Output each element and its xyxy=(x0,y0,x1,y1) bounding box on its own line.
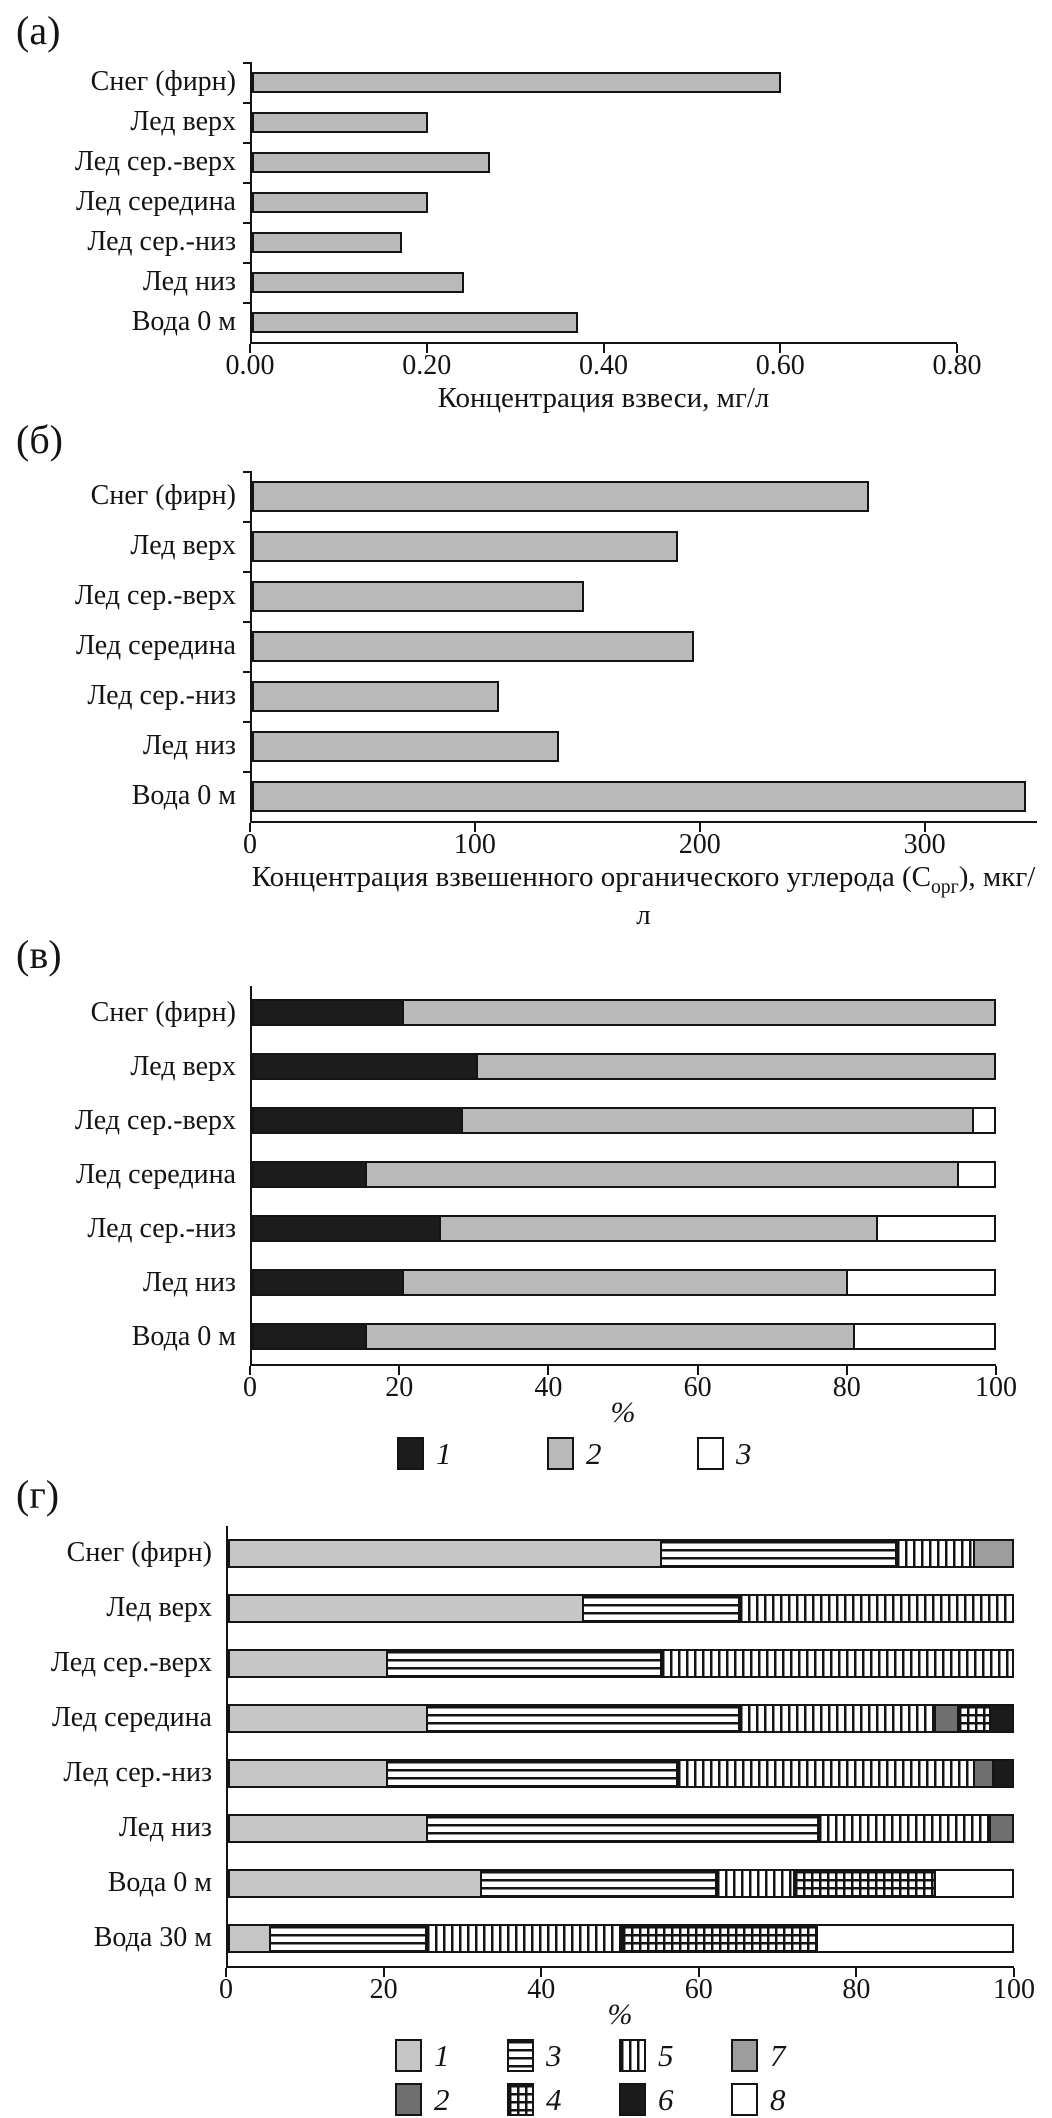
legend-label: 8 xyxy=(770,2081,786,2117)
x-axis-label-text: ), мкг/л xyxy=(636,861,1036,931)
bar-segment-8 xyxy=(934,1871,1012,1896)
x-tick-label: 60 xyxy=(683,1371,712,1403)
y-axis-tick xyxy=(243,262,251,264)
category-label: Лед сер.-низ xyxy=(87,226,236,257)
category-label: Лед низ xyxy=(142,266,236,297)
legend-swatch xyxy=(731,2039,758,2072)
legend-swatch xyxy=(731,2083,758,2116)
legend-label: 3 xyxy=(546,2037,562,2073)
legend-swatch xyxy=(397,1437,424,1470)
chart-row xyxy=(0,1526,1014,1581)
bar-track xyxy=(252,1053,996,1080)
bar-segment-1 xyxy=(230,1816,426,1841)
category-label: Вода 0 м xyxy=(107,1867,212,1899)
legend-item-1 xyxy=(395,2038,507,2074)
legend-row xyxy=(395,2082,843,2118)
stacked-bar xyxy=(252,999,996,1026)
bar-segment-2 xyxy=(476,1055,994,1078)
bar xyxy=(252,312,578,333)
category-label: Снег (фирн) xyxy=(90,480,236,511)
bar-segment-6 xyxy=(989,1706,1012,1731)
legend-swatch xyxy=(619,2083,646,2116)
category-label: Снег (фирн) xyxy=(90,66,236,97)
chart-row xyxy=(0,142,957,182)
bar-segment-3 xyxy=(269,1926,425,1951)
bar-segment-3 xyxy=(660,1541,895,1566)
bar-track xyxy=(252,312,957,333)
y-axis-tick xyxy=(243,102,251,104)
chart-row xyxy=(0,262,957,302)
bar-segment-3 xyxy=(582,1596,738,1621)
bar-segment-3 xyxy=(386,1651,660,1676)
chart-row xyxy=(0,1310,996,1364)
category-label: Лед сер.-верх xyxy=(74,580,236,611)
panel-label: (б) xyxy=(16,417,63,462)
bar-segment-3 xyxy=(972,1109,994,1132)
y-axis-tick xyxy=(243,621,251,623)
plot-rows xyxy=(0,471,1037,821)
bar-segment-2 xyxy=(365,1163,957,1186)
bar-segment-1 xyxy=(230,1706,426,1731)
bar-segment-1 xyxy=(254,1325,365,1348)
category-label: Снег (фирн) xyxy=(66,1537,212,1569)
x-tick-label: 0.00 xyxy=(225,350,275,381)
bar-segment-3 xyxy=(386,1761,675,1786)
bar-segment-4 xyxy=(621,1926,817,1951)
bar-segment-1 xyxy=(230,1541,660,1566)
bar-track xyxy=(228,1924,1014,1953)
x-tick-label: 20 xyxy=(385,1371,414,1403)
bar-segment-4 xyxy=(793,1871,934,1896)
x-tick-label: 200 xyxy=(678,829,721,860)
stacked-bar xyxy=(228,1759,1014,1788)
panel-a xyxy=(0,0,1052,415)
x-tick-label: 100 xyxy=(453,829,496,860)
legend-label: 4 xyxy=(546,2081,562,2117)
bar-segment-5 xyxy=(895,1541,973,1566)
bar-segment-5 xyxy=(817,1816,989,1841)
chart-row xyxy=(0,771,1037,821)
stacked-bar xyxy=(228,1649,1014,1678)
bar-track xyxy=(252,112,957,133)
chart-row xyxy=(0,621,1037,671)
bar-segment-2 xyxy=(934,1706,957,1731)
bar-segment-2 xyxy=(402,1001,994,1024)
bar xyxy=(252,232,402,253)
stacked-bar xyxy=(228,1704,1014,1733)
x-tick-label: 0.60 xyxy=(755,350,805,381)
bar-segment-6 xyxy=(992,1761,1012,1786)
legend-swatch xyxy=(507,2083,534,2116)
x-tick-label: 0.20 xyxy=(402,350,452,381)
bar-track xyxy=(252,781,1037,812)
legend-item-8 xyxy=(731,2082,843,2118)
bar-segment-1 xyxy=(230,1926,269,1951)
category-label: Лед сер.-низ xyxy=(87,680,236,711)
stacked-bar xyxy=(252,1053,996,1080)
x-tick-labels xyxy=(219,1968,1035,2005)
bar-track xyxy=(228,1539,1014,1568)
bar-segment-2 xyxy=(973,1761,993,1786)
legend-item-2 xyxy=(395,2082,507,2118)
legend-label: 3 xyxy=(736,1435,752,1471)
bar-segment-5 xyxy=(660,1651,1012,1676)
panel-label: (а) xyxy=(16,8,61,53)
x-tick-label: 0 xyxy=(219,1973,233,2005)
y-axis-tick xyxy=(243,771,251,773)
plot-rows xyxy=(0,1526,1014,1966)
bar xyxy=(252,72,781,93)
bar-segment-5 xyxy=(425,1926,621,1951)
chart-row xyxy=(0,302,957,342)
x-axis-label-subscript: орг xyxy=(930,875,959,898)
bar-track xyxy=(252,232,957,253)
legend-row xyxy=(397,1436,847,1472)
bar xyxy=(252,272,464,293)
bar-segment-1 xyxy=(230,1761,386,1786)
y-axis-tick xyxy=(243,302,251,304)
x-tick-label: 80 xyxy=(842,1973,871,2005)
category-label: Лед верх xyxy=(106,1592,212,1624)
bar-segment-1 xyxy=(230,1596,582,1621)
category-label: Лед верх xyxy=(130,530,236,561)
bar-track xyxy=(252,272,957,293)
x-tick-labels xyxy=(225,344,982,381)
category-label: Лед верх xyxy=(130,106,236,137)
x-tick-label: 100 xyxy=(975,1371,1017,1403)
bar-segment-5 xyxy=(738,1596,1012,1621)
bar-segment-1 xyxy=(230,1871,480,1896)
x-axis-label-text: % xyxy=(607,1997,633,2031)
x-tick-label: 0 xyxy=(243,1371,257,1403)
bar-segment-2 xyxy=(989,1816,1012,1841)
bar-segment-3 xyxy=(426,1706,739,1731)
x-tick-labels xyxy=(243,823,1037,860)
stacked-bar xyxy=(228,1539,1014,1568)
bar-segment-2 xyxy=(461,1109,972,1132)
chart-row xyxy=(0,1581,1014,1636)
x-axis-label xyxy=(250,861,1037,932)
category-label: Лед верх xyxy=(130,1050,236,1082)
bar-segment-1 xyxy=(254,1271,402,1294)
chart-row xyxy=(0,1746,1014,1801)
legend-label: 5 xyxy=(658,2037,674,2073)
stacked-bar xyxy=(228,1924,1014,1953)
x-tick-label: 100 xyxy=(993,1973,1035,2005)
chart-row xyxy=(0,1094,996,1148)
bar xyxy=(252,112,428,133)
bar-track xyxy=(228,1649,1014,1678)
bar-segment-3 xyxy=(426,1816,817,1841)
legend-label: 1 xyxy=(436,1435,452,1471)
bar-segment-3 xyxy=(876,1217,994,1240)
x-tick-labels xyxy=(243,1366,1017,1403)
stacked-bar xyxy=(252,1323,996,1350)
chart-row xyxy=(0,1636,1014,1691)
legend-item-3 xyxy=(507,2038,619,2074)
bar xyxy=(252,192,428,213)
x-tick-label: 300 xyxy=(903,829,946,860)
legend-swatch xyxy=(507,2039,534,2072)
y-axis-tick xyxy=(243,62,251,64)
chart-row xyxy=(0,1148,996,1202)
bar-track xyxy=(252,152,957,173)
bar-track xyxy=(252,631,1037,662)
legend-swatch xyxy=(395,2083,422,2116)
y-axis-tick xyxy=(243,521,251,523)
panel-g xyxy=(0,1472,1052,2118)
bar-segment-3 xyxy=(480,1871,715,1896)
chart-row xyxy=(0,1856,1014,1911)
x-tick-label: 60 xyxy=(684,1973,713,2005)
category-label: Лед середина xyxy=(51,1702,212,1734)
chart-row xyxy=(0,62,957,102)
category-label: Лед сер.-верх xyxy=(74,146,236,177)
category-label: Вода 0 м xyxy=(131,306,236,337)
bar-track xyxy=(252,192,957,213)
category-label: Лед сер.-верх xyxy=(74,1104,236,1136)
y-axis-tick xyxy=(243,142,251,144)
chart-row xyxy=(0,1801,1014,1856)
bar-segment-5 xyxy=(715,1871,793,1896)
y-axis-tick xyxy=(243,222,251,224)
bar-track xyxy=(252,531,1037,562)
category-label: Лед сер.-верх xyxy=(50,1647,212,1679)
category-label: Вода 0 м xyxy=(131,1320,236,1352)
y-axis-tick xyxy=(243,571,251,573)
bar-track xyxy=(252,1323,996,1350)
bar-track xyxy=(252,1107,996,1134)
bar-track xyxy=(228,1869,1014,1898)
bar xyxy=(252,152,490,173)
bar-segment-2 xyxy=(365,1325,853,1348)
legend-label: 6 xyxy=(658,2081,674,2117)
bar-track xyxy=(252,581,1037,612)
stacked-bar xyxy=(252,1215,996,1242)
x-tick-label: 0.80 xyxy=(932,350,982,381)
chart-row xyxy=(0,571,1037,621)
x-axis-label-text: Концентрация взвешенного органического углерода (С xyxy=(251,861,931,893)
chart-row xyxy=(0,1202,996,1256)
legend xyxy=(226,2038,1012,2118)
bar-segment-2 xyxy=(439,1217,876,1240)
bar-track xyxy=(228,1594,1014,1623)
bar-segment-3 xyxy=(853,1325,994,1348)
legend-label: 7 xyxy=(770,2037,786,2073)
bar-track xyxy=(252,481,1037,512)
panel-label: (г) xyxy=(16,1471,60,1517)
bar-segment-3 xyxy=(846,1271,994,1294)
bar-segment-3 xyxy=(957,1163,994,1186)
bar-segment-1 xyxy=(254,1217,439,1240)
chart-row xyxy=(0,521,1037,571)
bar-segment-1 xyxy=(230,1651,386,1676)
bar xyxy=(252,481,869,512)
legend-item-3 xyxy=(697,1436,847,1472)
category-label: Лед середина xyxy=(75,1158,236,1190)
chart-row xyxy=(0,1691,1014,1746)
bar-segment-1 xyxy=(254,1109,461,1132)
bar-track xyxy=(252,1161,996,1188)
category-label: Вода 30 м xyxy=(93,1922,212,1954)
chart-row xyxy=(0,671,1037,721)
bar-segment-5 xyxy=(676,1761,973,1786)
x-tick-label: 40 xyxy=(534,1371,563,1403)
plot-rows xyxy=(0,986,996,1364)
bar-segment-2 xyxy=(402,1271,846,1294)
bar-track xyxy=(252,72,957,93)
bar-segment-1 xyxy=(254,1163,365,1186)
legend-item-5 xyxy=(619,2038,731,2074)
y-axis-tick xyxy=(243,471,251,473)
chart-row xyxy=(0,182,957,222)
bar-segment-1 xyxy=(254,1055,476,1078)
x-tick-label: 80 xyxy=(832,1371,861,1403)
legend-item-7 xyxy=(731,2038,843,2074)
x-tick-label: 0 xyxy=(243,829,257,860)
x-tick-label: 0.40 xyxy=(579,350,628,381)
x-tick-label: 20 xyxy=(369,1973,398,2005)
bar-track xyxy=(252,681,1037,712)
category-label: Лед середина xyxy=(75,186,236,217)
bar-segment-5 xyxy=(738,1706,934,1731)
category-label: Лед сер.-низ xyxy=(63,1757,212,1789)
category-label: Снег (фирн) xyxy=(90,996,236,1028)
panel-v xyxy=(0,932,1052,1472)
bar xyxy=(252,781,1026,812)
legend-label: 1 xyxy=(434,2037,450,2073)
stacked-bar xyxy=(228,1814,1014,1843)
bar-segment-1 xyxy=(254,1001,402,1024)
stacked-bar xyxy=(252,1107,996,1134)
bar-track xyxy=(252,1269,996,1296)
legend-swatch xyxy=(619,2039,646,2072)
x-axis-label-text: Концентрация взвеси, мг/л xyxy=(437,382,770,414)
bar-segment-4 xyxy=(957,1706,988,1731)
bar xyxy=(252,631,694,662)
stacked-bar xyxy=(228,1594,1014,1623)
chart-row xyxy=(0,1911,1014,1966)
chart-row xyxy=(0,222,957,262)
chart-row xyxy=(0,102,957,142)
category-label: Вода 0 м xyxy=(131,780,236,811)
legend-swatch xyxy=(697,1437,724,1470)
stacked-bar xyxy=(252,1269,996,1296)
bar-segment-7 xyxy=(973,1541,1012,1566)
bar-segment-8 xyxy=(816,1926,1012,1951)
legend-item-6 xyxy=(619,2082,731,2118)
stacked-bar xyxy=(252,1161,996,1188)
chart-row xyxy=(0,986,996,1040)
y-axis-tick xyxy=(243,721,251,723)
y-axis-tick xyxy=(243,182,251,184)
legend-swatch xyxy=(547,1437,574,1470)
bar xyxy=(252,731,559,762)
bar xyxy=(252,581,584,612)
x-axis-label xyxy=(250,382,957,415)
legend-label: 2 xyxy=(586,1435,602,1471)
bar xyxy=(252,681,499,712)
chart-row xyxy=(0,1256,996,1310)
x-tick-label: 40 xyxy=(527,1973,556,2005)
panel-label: (в) xyxy=(16,931,62,977)
legend-item-2 xyxy=(547,1436,697,1472)
y-axis-tick xyxy=(243,671,251,673)
category-label: Лед сер.-низ xyxy=(87,1212,236,1244)
x-axis-label-text: % xyxy=(610,1395,636,1429)
legend-swatch xyxy=(395,2039,422,2072)
legend-item-4 xyxy=(507,2082,619,2118)
bar-track xyxy=(252,999,996,1026)
bar-track xyxy=(252,731,1037,762)
chart-row xyxy=(0,471,1037,521)
bar xyxy=(252,531,678,562)
legend xyxy=(250,1436,994,1472)
legend-row xyxy=(395,2038,843,2074)
chart-row xyxy=(0,1040,996,1094)
bar-track xyxy=(252,1215,996,1242)
chart-row xyxy=(0,721,1037,771)
category-label: Лед середина xyxy=(75,630,236,661)
category-label: Лед низ xyxy=(118,1812,212,1844)
category-label: Лед низ xyxy=(142,1266,236,1298)
plot-rows xyxy=(0,62,957,342)
stacked-bar xyxy=(228,1869,1014,1898)
legend-label: 2 xyxy=(434,2081,450,2117)
bar-track xyxy=(228,1704,1014,1733)
panel-b xyxy=(0,415,1052,932)
legend-item-1 xyxy=(397,1436,547,1472)
bar-track xyxy=(228,1814,1014,1843)
category-label: Лед низ xyxy=(142,730,236,761)
bar-track xyxy=(228,1759,1014,1788)
